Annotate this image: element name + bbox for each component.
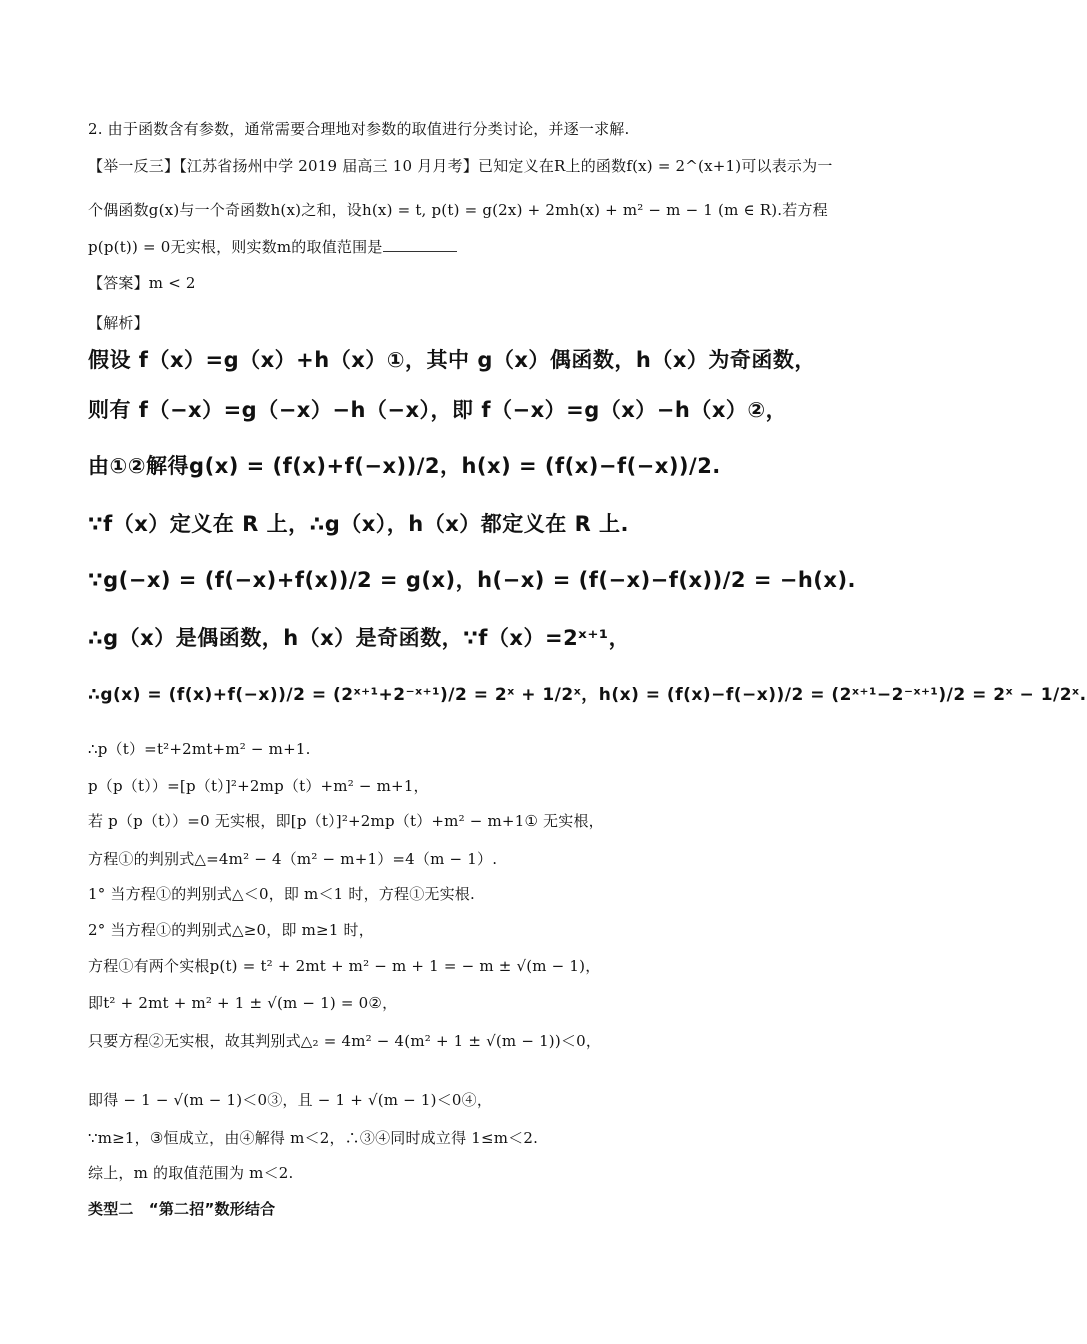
- answer-line: 【答案】m < 2: [88, 274, 196, 292]
- problem-line-1: 【举一反三】【江苏省扬州中学 2019 届高三 10 月月考】已知定义在R上的函数f(x) = 2^(x+1)可以表示为一: [88, 157, 833, 175]
- solution-line: ∵m≥1，③恒成立，由④解得 m＜2，∴③④同时成立得 1≤m＜2.: [88, 1129, 539, 1147]
- derivation-line-6: ∴g（x）是偶函数，h（x）是奇函数，∵f（x）=2ˣ⁺¹，: [88, 626, 631, 650]
- solution-line: ∴p（t）=t²+2mt+m² − m+1.: [88, 740, 311, 758]
- problem-line-2: 个偶函数g(x)与一个奇函数h(x)之和，设h(x) = t, p(t) = g(2x) + 2mh(x) + m² − m − 1 (m ∈ R).若方程: [88, 201, 828, 219]
- derivation-line-3: 由①②解得g(x) = (f(x)+f(−x))/2，h(x) = (f(x)−f(−x))/2.: [88, 454, 721, 478]
- solution-line: 即得 − 1 − √(m − 1)＜0③，且 − 1 + √(m − 1)＜0④，: [88, 1091, 493, 1109]
- derivation-line-5: ∵g(−x) = (f(−x)+f(x))/2 = g(x)，h(−x) = (f(−x)−f(x))/2 = −h(x).: [88, 568, 857, 592]
- text-line: 2. 由于函数含有参数，通常需要合理地对参数的取值进行分类讨论，并逐一求解.: [88, 120, 630, 138]
- derivation-line-1: 假设 f（x）=g（x）+h（x）①，其中 g（x）偶函数，h（x）为奇函数，: [88, 348, 816, 372]
- solution-line: 若 p（p（t））=0 无实根，即[p（t）]²+2mp（t）+m² − m+1① 无实根，: [88, 812, 604, 830]
- analysis-heading: 【解析】: [88, 314, 149, 332]
- solution-line: 方程①有两个实根p(t) = t² + 2mt + m² − m + 1 = − m ± √(m − 1)，: [88, 957, 601, 975]
- problem-line-3: [88, 236, 457, 257]
- solution-line: 只要方程②无实根，故其判别式△₂ = 4m² − 4(m² + 1 ± √(m − 1))＜0，: [88, 1032, 602, 1050]
- solution-line: 1° 当方程①的判别式△＜0，即 m＜1 时，方程①无实根.: [88, 885, 475, 903]
- conclusion-line: 综上，m 的取值范围为 m＜2.: [88, 1164, 294, 1182]
- problem-line-3-text: p(p(t)) = 0无实根，则实数m的取值范围是: [88, 238, 383, 256]
- section-heading: 类型二 “第二招”数形结合: [88, 1200, 276, 1218]
- solution-line: 即t² + 2mt + m² + 1 ± √(m − 1) = 0②，: [88, 994, 398, 1012]
- solution-line: 方程①的判别式△=4m² − 4（m² − m+1）=4（m − 1）.: [88, 850, 498, 868]
- answer-blank: [383, 239, 457, 252]
- solution-line: p（p（t））=[p（t）]²+2mp（t）+m² − m+1，: [88, 777, 429, 795]
- derivation-line-2: 则有 f（−x）=g（−x）−h（−x），即 f（−x）=g（x）−h（x）②，: [88, 398, 788, 422]
- solution-line: 2° 当方程①的判别式△≥0，即 m≥1 时，: [88, 921, 374, 939]
- derivation-line-4: ∵f（x）定义在 R 上，∴g（x），h（x）都定义在 R 上.: [88, 512, 630, 536]
- derivation-line-7: ∴g(x) = (f(x)+f(−x))/2 = (2ˣ⁺¹+2⁻ˣ⁺¹)/2 = 2ˣ + 1/2ˣ，h(x) = (f(x)−f(−x))/2 = (2ˣ⁺¹−2⁻ˣ⁺¹)/2 = 2ˣ − 1/2ˣ.: [88, 685, 1087, 705]
